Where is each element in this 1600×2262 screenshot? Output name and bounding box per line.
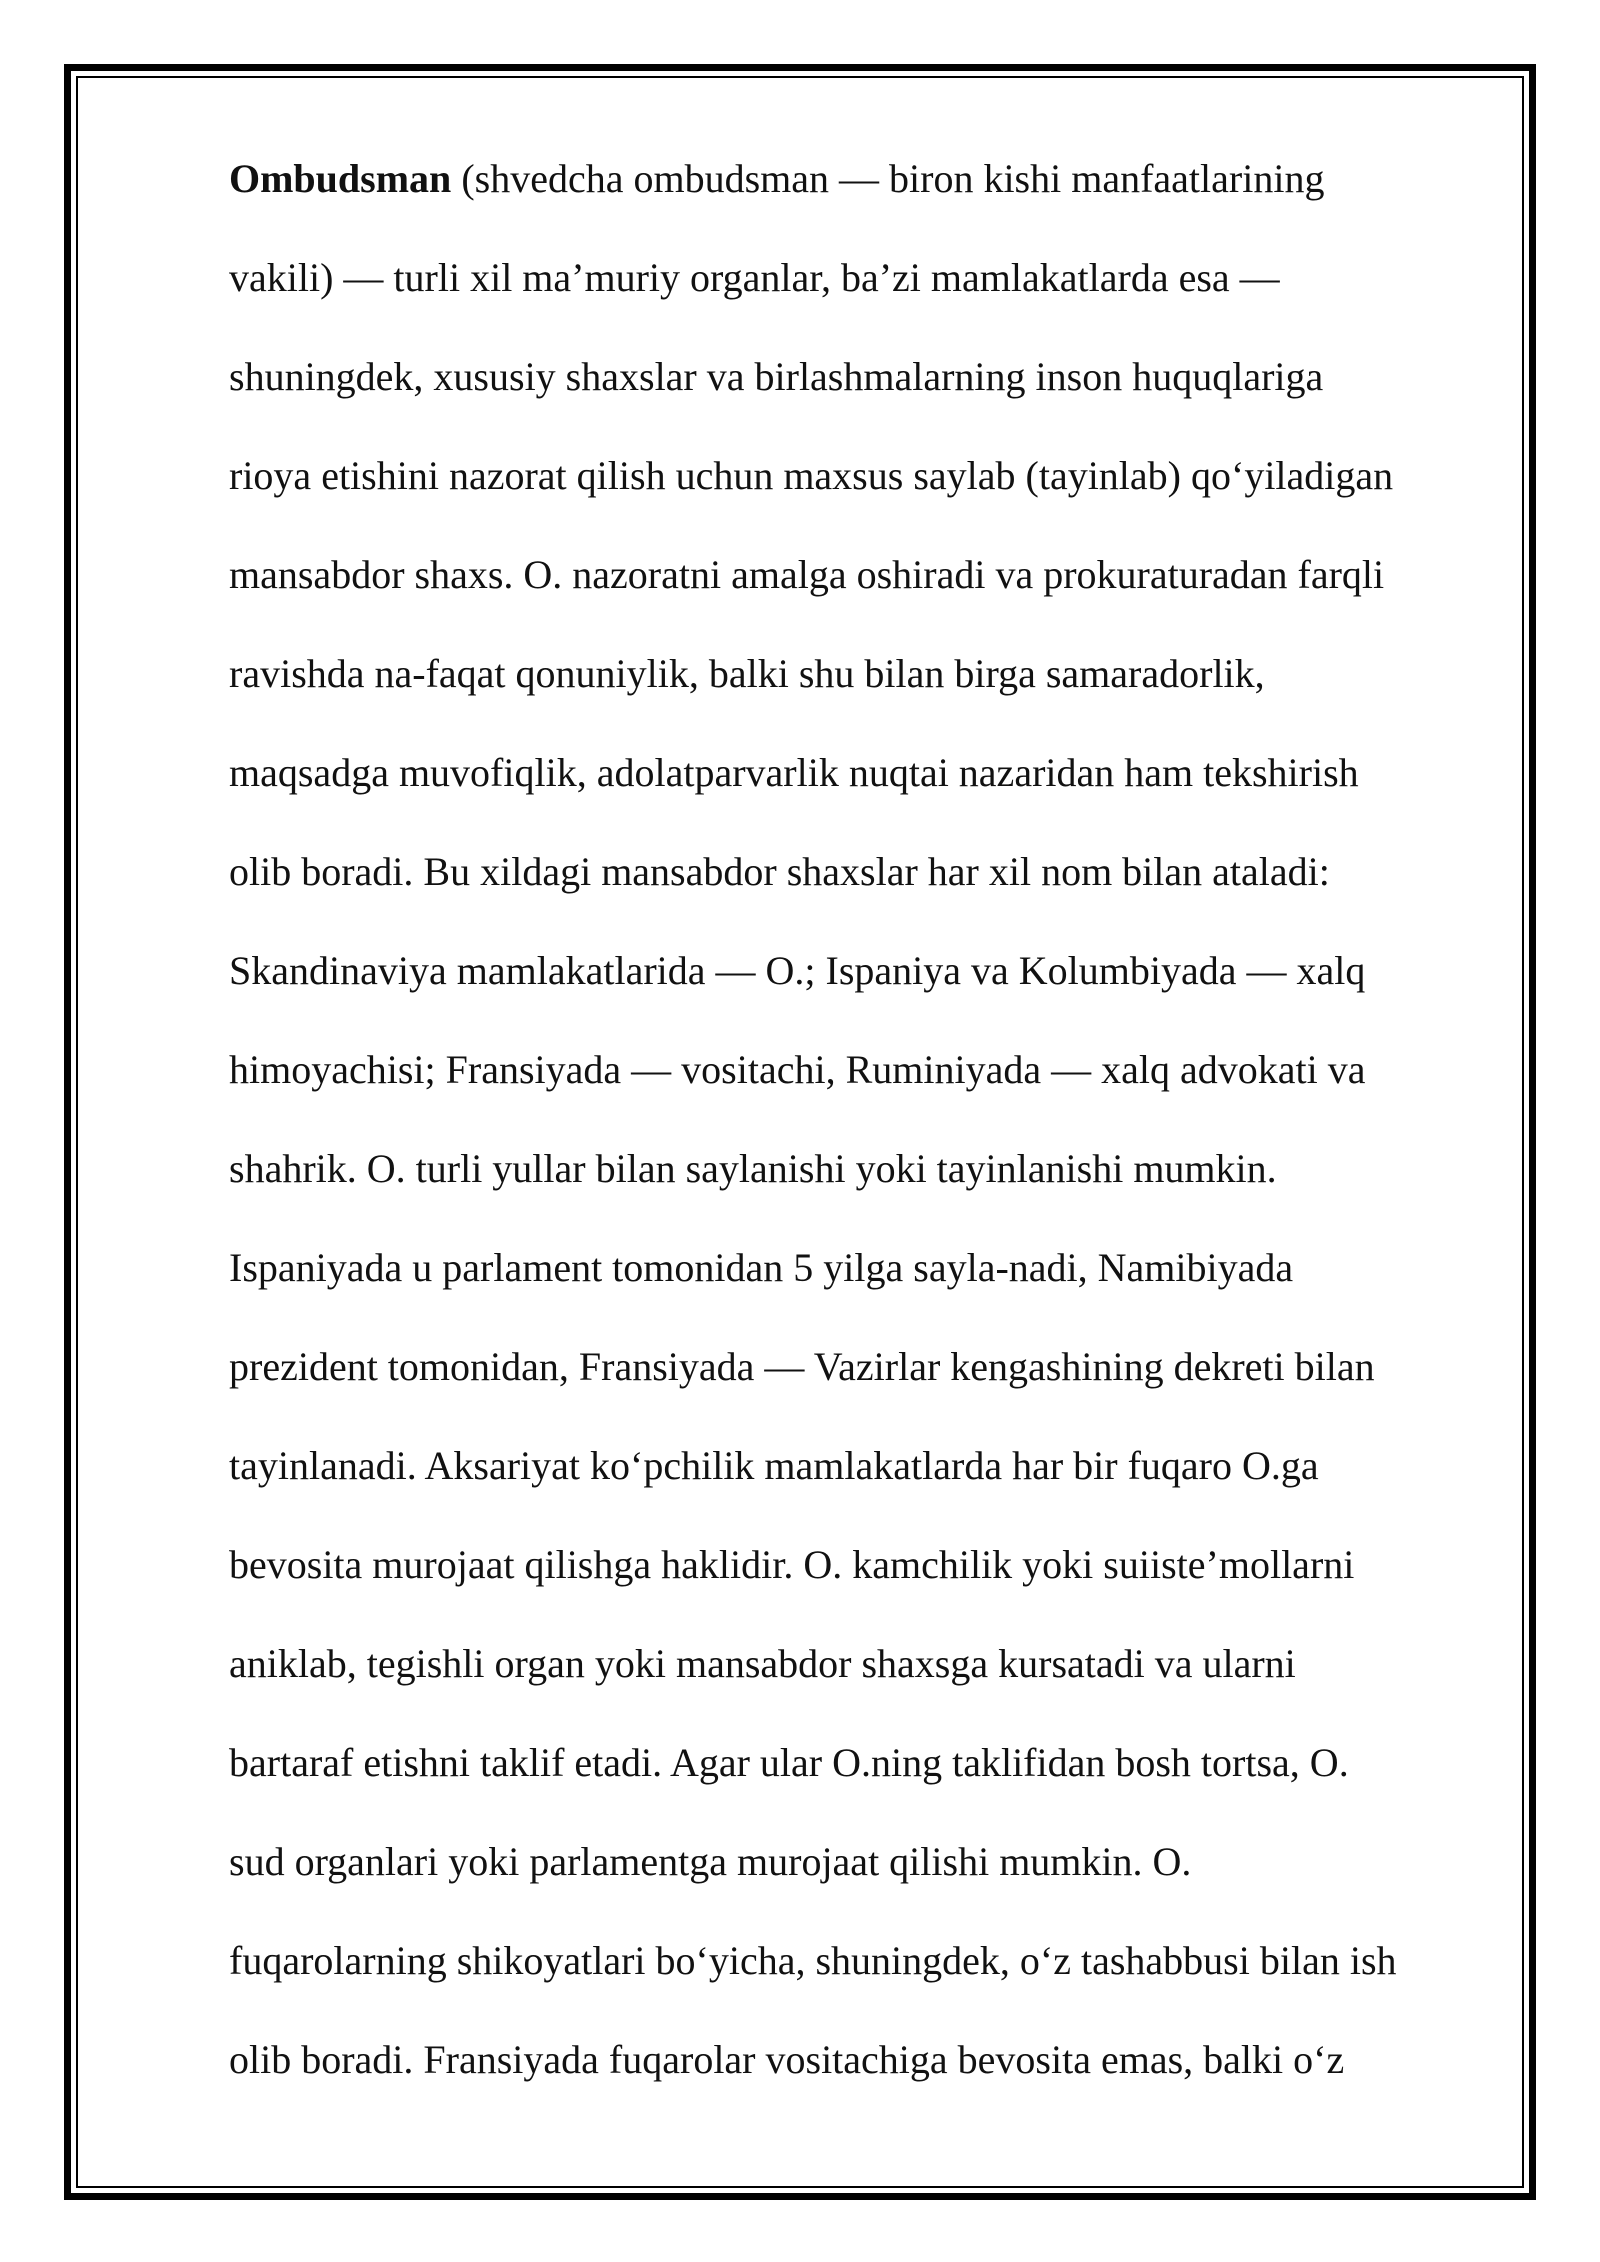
text-line: shuningdek, xususiy shaxslar va birlashmalarning inson huquqlariga (229, 354, 1324, 399)
document-body (229, 148, 1489, 2128)
text-line: fuqarolarning shikoyatlari bo‘yicha, shuningdek, o‘z tashabbusi bilan ish (229, 1938, 1397, 1983)
text-line: bartaraf etishni taklif etadi. Agar ular O.ning taklifidan bosh tortsa, O. (229, 1740, 1349, 1785)
text-line: mansabdor shaxs. O. nazoratni amalga oshiradi va prokuraturadan farqli (229, 552, 1385, 597)
text-line: vakili) — turli xil ma’muriy organlar, ba’zi mamlakatlarda esa — (229, 255, 1280, 300)
text-line (229, 148, 1489, 247)
line-text: (shvedcha ombudsman — biron kishi manfaatlarining (451, 156, 1325, 201)
text-line: olib boradi. Bu xildagi mansabdor shaxslar har xil nom bilan ataladi: (229, 849, 1330, 894)
headword: Ombudsman (229, 156, 452, 201)
text-line: rioya etishini nazorat qilish uchun maxsus saylab (tayinlab) qo‘yiladigan (229, 453, 1394, 498)
text-line: prezident tomonidan, Fransiyada — Vazirlar kengashining dekreti bilan (229, 1344, 1375, 1389)
text-line: bevosita murojaat qilishga haklidir. O. kamchilik yoki suiiste’mollarni (229, 1542, 1355, 1587)
text-line: Ispaniyada u parlament tomonidan 5 yilga sayla-nadi, Namibiyada (229, 1245, 1294, 1290)
text-line: shahrik. O. turli yullar bilan saylanishi yoki tayinlanishi mumkin. (229, 1146, 1277, 1191)
text-line: olib boradi. Fransiyada fuqarolar vositachiga bevosita emas, balki o‘z (229, 2037, 1345, 2082)
text-line: aniklab, tegishli organ yoki mansabdor shaxsga kursatadi va ularni (229, 1641, 1296, 1686)
text-line: ravishda na-faqat qonuniylik, balki shu bilan birga samaradorlik, (229, 651, 1265, 696)
text-line: maqsadga muvofiqlik, adolatparvarlik nuqtai nazaridan ham tekshirish (229, 750, 1359, 795)
text-line: himoyachisi; Fransiyada — vositachi, Ruminiyada — xalq advokati va (229, 1047, 1366, 1092)
text-line: tayinlanadi. Aksariyat ko‘pchilik mamlakatlarda har bir fuqaro O.ga (229, 1443, 1319, 1488)
text-line: Skandinaviya mamlakatlarida — O.; Ispaniya va Kolumbiyada — xalq (229, 948, 1366, 993)
text-line: sud organlari yoki parlamentga murojaat qilishi mumkin. O. (229, 1839, 1192, 1884)
